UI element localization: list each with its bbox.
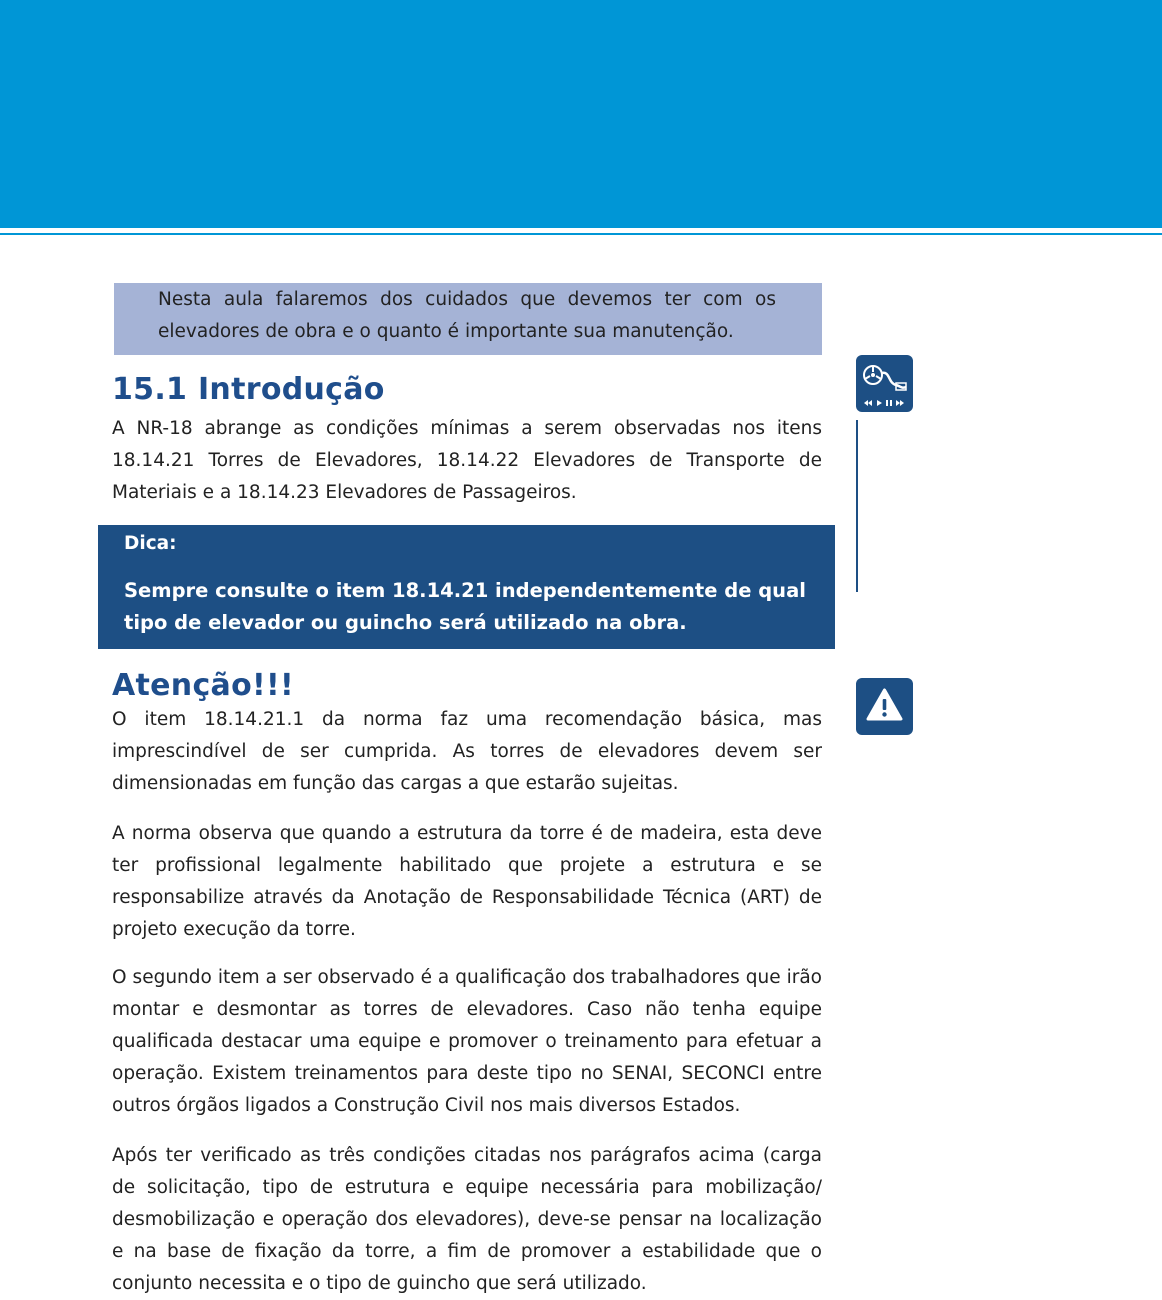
intro-text: Nesta aula falaremos dos cuidados que devemos ter com os elevadores de obra e o quanto é importante sua manutenção. [158, 289, 776, 342]
attention-paragraph-3: O segundo item a ser observado é a qualificação dos trabalhadores que irão montar e desmontar as torres de elevadores. Caso não tenha equipe qualificada destacar uma equipe e promover o treinamento para efetuar a operação. Existem treinamentos para deste tipo no SENAI, SECONCI entre outros órgãos ligados a Construção Civil nos mais diversos Estados. [112, 967, 822, 1116]
intro-paragraph: A NR-18 abrange as condições mínimas a serem observadas nos itens 18.14.21 Torres de Elevadores, 18.14.22 Elevadores de Transporte de Materiais e a 18.14.23 Elevadores de Passageiros. [112, 418, 822, 503]
media-film-icon [856, 355, 913, 412]
tip-text: Sempre consulte o item 18.14.21 independentemente de qual tipo de elevador ou guincho será utilizado na obra. [124, 579, 806, 634]
tip-box [98, 525, 835, 649]
section-heading: 15.1 Introdução [112, 372, 385, 407]
tip-title: Dica: [124, 533, 177, 554]
header-divider [0, 233, 1162, 235]
attention-paragraph-4: Após ter verificado as três condições citadas nos parágrafos acima (carga de solicitação, tipo de estrutura e equipe necessária para mobilização/ desmobilização e operação dos elevadores), deve-se pensar na localização e na base de fixação da torre, a fim de promover a estabilidade que o conjunto necessita e o tipo de guincho que será utilizado. [112, 1145, 822, 1294]
attention-paragraph-1: O item 18.14.21.1 da norma faz uma recomendação básica, mas imprescindível de ser cumprida. As torres de elevadores devem ser dimensionadas em função das cargas a que estarão sujeitas. [112, 709, 822, 794]
attention-heading: Atenção!!! [112, 668, 294, 703]
attention-paragraph-2: A norma observa que quando a estrutura da torre é de madeira, esta deve ter profissional legalmente habilitado que projete a estrutura e se responsabilize através da Anotação de Responsabilidade Técnica (ART) de projeto execução da torre. [112, 823, 822, 940]
header-band [0, 0, 1162, 228]
side-divider [856, 420, 858, 592]
warning-icon [856, 678, 913, 735]
